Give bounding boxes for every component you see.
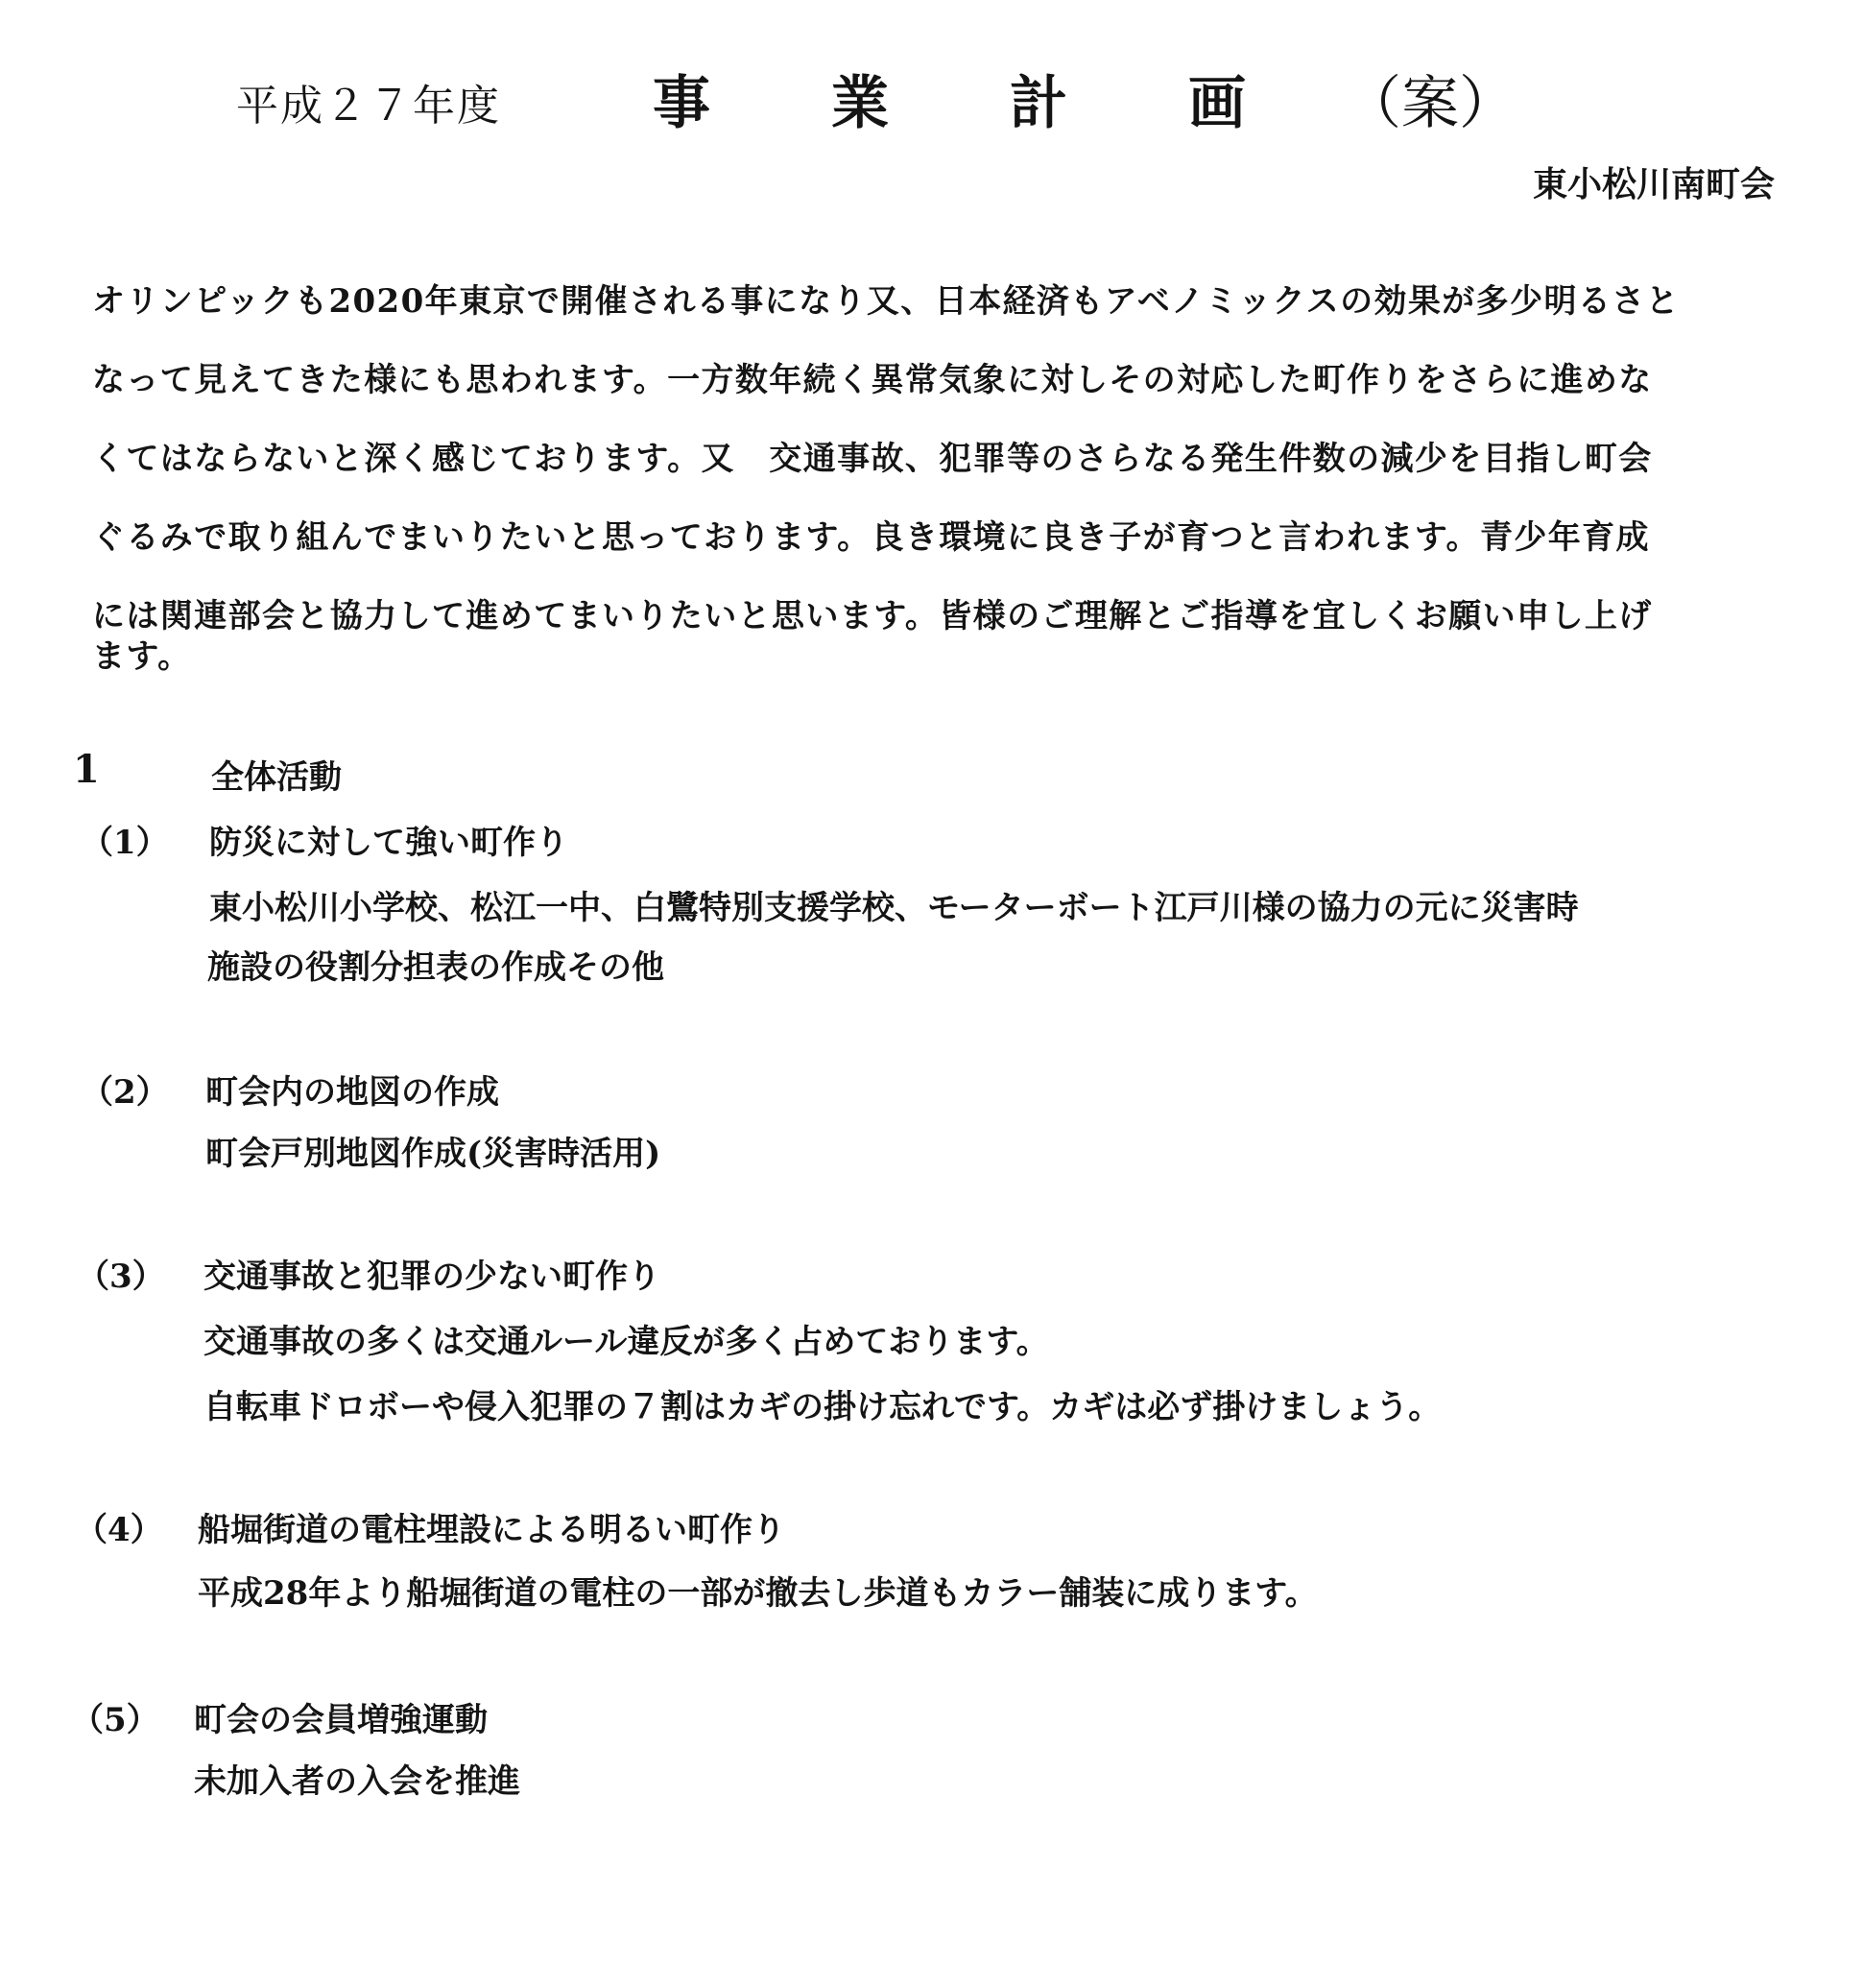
item-body-line: 施設の役割分担表の作成その他 (207, 948, 664, 987)
intro-line-5: には関連部会と協力して進めてまいりたいと思います。皆様のご理解とご指導を宜しくお願い申し上げ (92, 597, 1653, 635)
title-char-3: 計 (1010, 70, 1067, 137)
item-title: 交通事故と犯罪の少ない町作り (203, 1257, 660, 1296)
item-title: 町会の会員増強運動 (194, 1701, 488, 1739)
intro-line-3: くてはならないと深く感じております。又 交通事故、犯罪等のさらなる発生件数の減少を目指し町会 (92, 440, 1653, 478)
title-char-2: 業 (831, 70, 889, 137)
item-body-line: 平成28年より船堀街道の電柱の一部が撤去し歩道もカラー舗装に成ります。 (198, 1574, 1318, 1613)
item-number: （1） (81, 824, 169, 862)
item-number: （2） (81, 1073, 169, 1112)
title-char-1: 事 (653, 70, 710, 137)
intro-line-6: ます。 (92, 637, 192, 676)
title-char-4: 画 (1188, 70, 1246, 137)
section-title: 全体活動 (211, 758, 342, 797)
item-title: 防災に対して強い町作り (209, 824, 568, 862)
item-title: 町会内の地図の作成 (205, 1073, 499, 1112)
intro-line-1: オリンピックも2020年東京で開催される事になり又、日本経済もアベノミックスの効果が多少明るさと (92, 282, 1681, 321)
intro-paragraph (92, 273, 1774, 685)
item-title: 船堀街道の電柱埋設による明るい町作り (198, 1511, 785, 1549)
title-year: 平成２７年度 (236, 82, 501, 131)
item-number: （4） (75, 1511, 163, 1549)
item-number: （3） (77, 1257, 165, 1296)
item-body-line: 町会戸別地図作成(災害時活用) (205, 1135, 661, 1173)
title-draft-mark: （案） (1344, 70, 1517, 137)
intro-line-2: なって見えてきた様にも思われます。一方数年続く異常気象に対しその対応した町作りをさらに進めな (92, 361, 1653, 399)
item-number: （5） (71, 1701, 159, 1739)
item-body-line: 未加入者の入会を推進 (194, 1762, 520, 1801)
intro-line-4: ぐるみで取り組んでまいりたいと思っております。良き環境に良き子が育つと言われます。青少年育成 (92, 518, 1650, 557)
section-number: 1 (73, 747, 100, 792)
organization-name: 東小松川南町会 (1532, 164, 1775, 204)
item-body-line: 交通事故の多くは交通ルール違反が多く占めております。 (203, 1323, 1049, 1361)
document-title (0, 58, 1863, 137)
item-body-line: 東小松川小学校、松江一中、白鷺特別支援学校、モーターボート江戸川様の協力の元に災害時 (209, 889, 1579, 927)
item-body-line: 自転車ドロボーや侵入犯罪の７割はカギの掛け忘れです。カギは必ず掛けましょう。 (203, 1388, 1442, 1426)
